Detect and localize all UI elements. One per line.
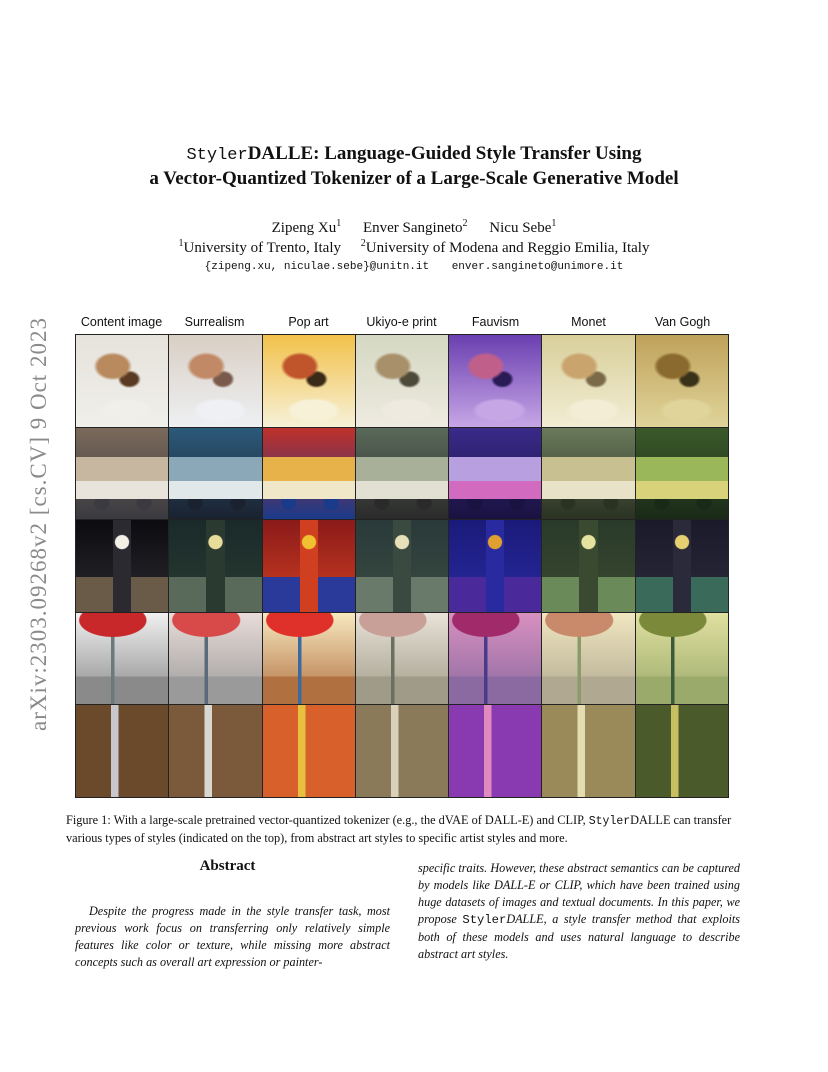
figure-panel-monet-row-2	[542, 428, 634, 520]
author-name: Zipeng Xu	[271, 220, 337, 236]
email-list	[0, 261, 828, 273]
title-method-prefix: Styler	[186, 146, 248, 165]
author	[272, 220, 342, 236]
figure-caption	[66, 812, 766, 847]
abstract-paragraph: Despite the progress made in the style transfer task, most previous work focus on transferring only relatively simple features like color or texture, while missing more abstract concepts such as overall art expression or painter-	[75, 904, 390, 969]
figure-panel-ukiyo-e-print-row-2	[356, 428, 448, 520]
caption-text-1: Figure 1: With a large-scale pretrained vector-quantized tokenizer (e.g., the dVAE of DALL-E) and CLIP,	[66, 813, 589, 827]
figure-panel-fauvism-row-4	[449, 613, 541, 705]
affiliation-mark: 2	[360, 238, 366, 249]
abstract-method-suffix: DALLE	[506, 912, 544, 926]
figure-panel-pop-art-row-3	[263, 520, 355, 612]
figure-panel-content-image-row-3	[76, 520, 168, 612]
style-label-fauvism: Fauvism	[471, 315, 520, 329]
arxiv-sidebar	[17, 293, 61, 755]
abstract-paragraph-continued	[418, 860, 740, 963]
author	[363, 220, 468, 236]
title-line-1-rest: : Language-Guided Style Transfer Using	[313, 143, 642, 164]
email-address: {zipeng.xu, niculae.sebe}@unitn.it	[204, 261, 430, 273]
author-affil-mark: 1	[551, 218, 557, 229]
figure-panel-surrealism-row-5	[169, 705, 261, 797]
figure-panel-ukiyo-e-print-row-4	[356, 613, 448, 705]
figure-panel-content-image-row-2	[76, 428, 168, 520]
affiliation-mark: 1	[178, 238, 184, 249]
paper-title-line-2: a Vector-Quantized Tokenizer of a Large-Scale Generative Model	[149, 168, 679, 189]
style-label-van-gogh: Van Gogh	[654, 315, 711, 329]
affiliation	[179, 240, 342, 256]
figure-panel-pop-art-row-1	[263, 335, 355, 427]
abstract-text-2: , a style transfer method that exploits both of these models and uses natural language to describe abstract art styles.	[418, 912, 740, 961]
figure-panel-van-gogh-row-5	[636, 705, 728, 797]
figure-panel-van-gogh-row-4	[636, 613, 728, 705]
figure-panel-pop-art-row-2	[263, 428, 355, 520]
style-label-pop-art: Pop art	[288, 315, 329, 329]
abstract-method-prefix: Styler	[462, 913, 507, 927]
style-label-monet: Monet	[571, 315, 606, 329]
figure-panel-monet-row-4	[542, 613, 634, 705]
figure-panel-pop-art-row-5	[263, 705, 355, 797]
author-list	[0, 218, 828, 237]
figure-style-labels	[75, 315, 729, 333]
paper-title-line-1	[0, 142, 828, 168]
style-transfer-figure-grid	[75, 334, 729, 798]
style-label-surrealism: Surrealism	[184, 315, 245, 329]
author-name: Enver Sangineto	[362, 220, 463, 236]
figure-panel-pop-art-row-4	[263, 613, 355, 705]
style-label-content: Content image	[80, 315, 163, 329]
figure-panel-ukiyo-e-print-row-5	[356, 705, 448, 797]
figure-panel-van-gogh-row-2	[636, 428, 728, 520]
figure-panel-surrealism-row-4	[169, 613, 261, 705]
abstract-text-1: specific traits. However, these abstract semantics can be captured by models like DALL-E or CLIP, which have been trained using huge datasets of images and textual documents. In this paper, we propose	[418, 861, 740, 926]
figure-panel-surrealism-row-1	[169, 335, 261, 427]
author-affil-mark: 2	[462, 218, 468, 229]
figure-panel-content-image-row-1	[76, 335, 168, 427]
title-method-suffix: DALLE	[247, 143, 314, 164]
figure-panel-monet-row-1	[542, 335, 634, 427]
figure-panel-fauvism-row-3	[449, 520, 541, 612]
figure-panel-fauvism-row-2	[449, 428, 541, 520]
affiliation-name: University of Modena and Reggio Emilia, Italy	[365, 240, 650, 256]
abstract-column-right	[418, 860, 740, 963]
style-label-ukiyo-e: Ukiyo-e print	[366, 315, 437, 329]
author	[489, 220, 556, 236]
arxiv-identifier: arXiv:2303.09268v2 [cs.CV] 9 Oct 2023	[26, 317, 51, 731]
figure-panel-fauvism-row-5	[449, 705, 541, 797]
email-address: enver.sangineto@unimore.it	[451, 261, 624, 273]
affiliation-list	[0, 238, 828, 257]
figure-panel-monet-row-5	[542, 705, 634, 797]
caption-method-suffix: DALLE	[630, 813, 671, 827]
caption-method-prefix: Styler	[588, 815, 631, 828]
figure-panel-content-image-row-4	[76, 613, 168, 705]
figure-panel-van-gogh-row-1	[636, 335, 728, 427]
figure-panel-surrealism-row-3	[169, 520, 261, 612]
author-name: Nicu Sebe	[489, 220, 552, 236]
caption-text-2: can transfer various types of styles (indicated on the top), from abstract art styles to specific artist styles and more.	[66, 813, 732, 845]
figure-panel-surrealism-row-2	[169, 428, 261, 520]
abstract-heading: Abstract	[199, 858, 256, 874]
figure-panel-van-gogh-row-3	[636, 520, 728, 612]
figure-panel-fauvism-row-1	[449, 335, 541, 427]
affiliation-name: University of Trento, Italy	[183, 240, 342, 256]
author-affil-mark: 1	[336, 218, 342, 229]
affiliation	[361, 240, 650, 256]
figure-panel-content-image-row-5	[76, 705, 168, 797]
figure-panel-ukiyo-e-print-row-3	[356, 520, 448, 612]
abstract-column-left	[75, 903, 390, 971]
figure-panel-monet-row-3	[542, 520, 634, 612]
figure-panel-ukiyo-e-print-row-1	[356, 335, 448, 427]
